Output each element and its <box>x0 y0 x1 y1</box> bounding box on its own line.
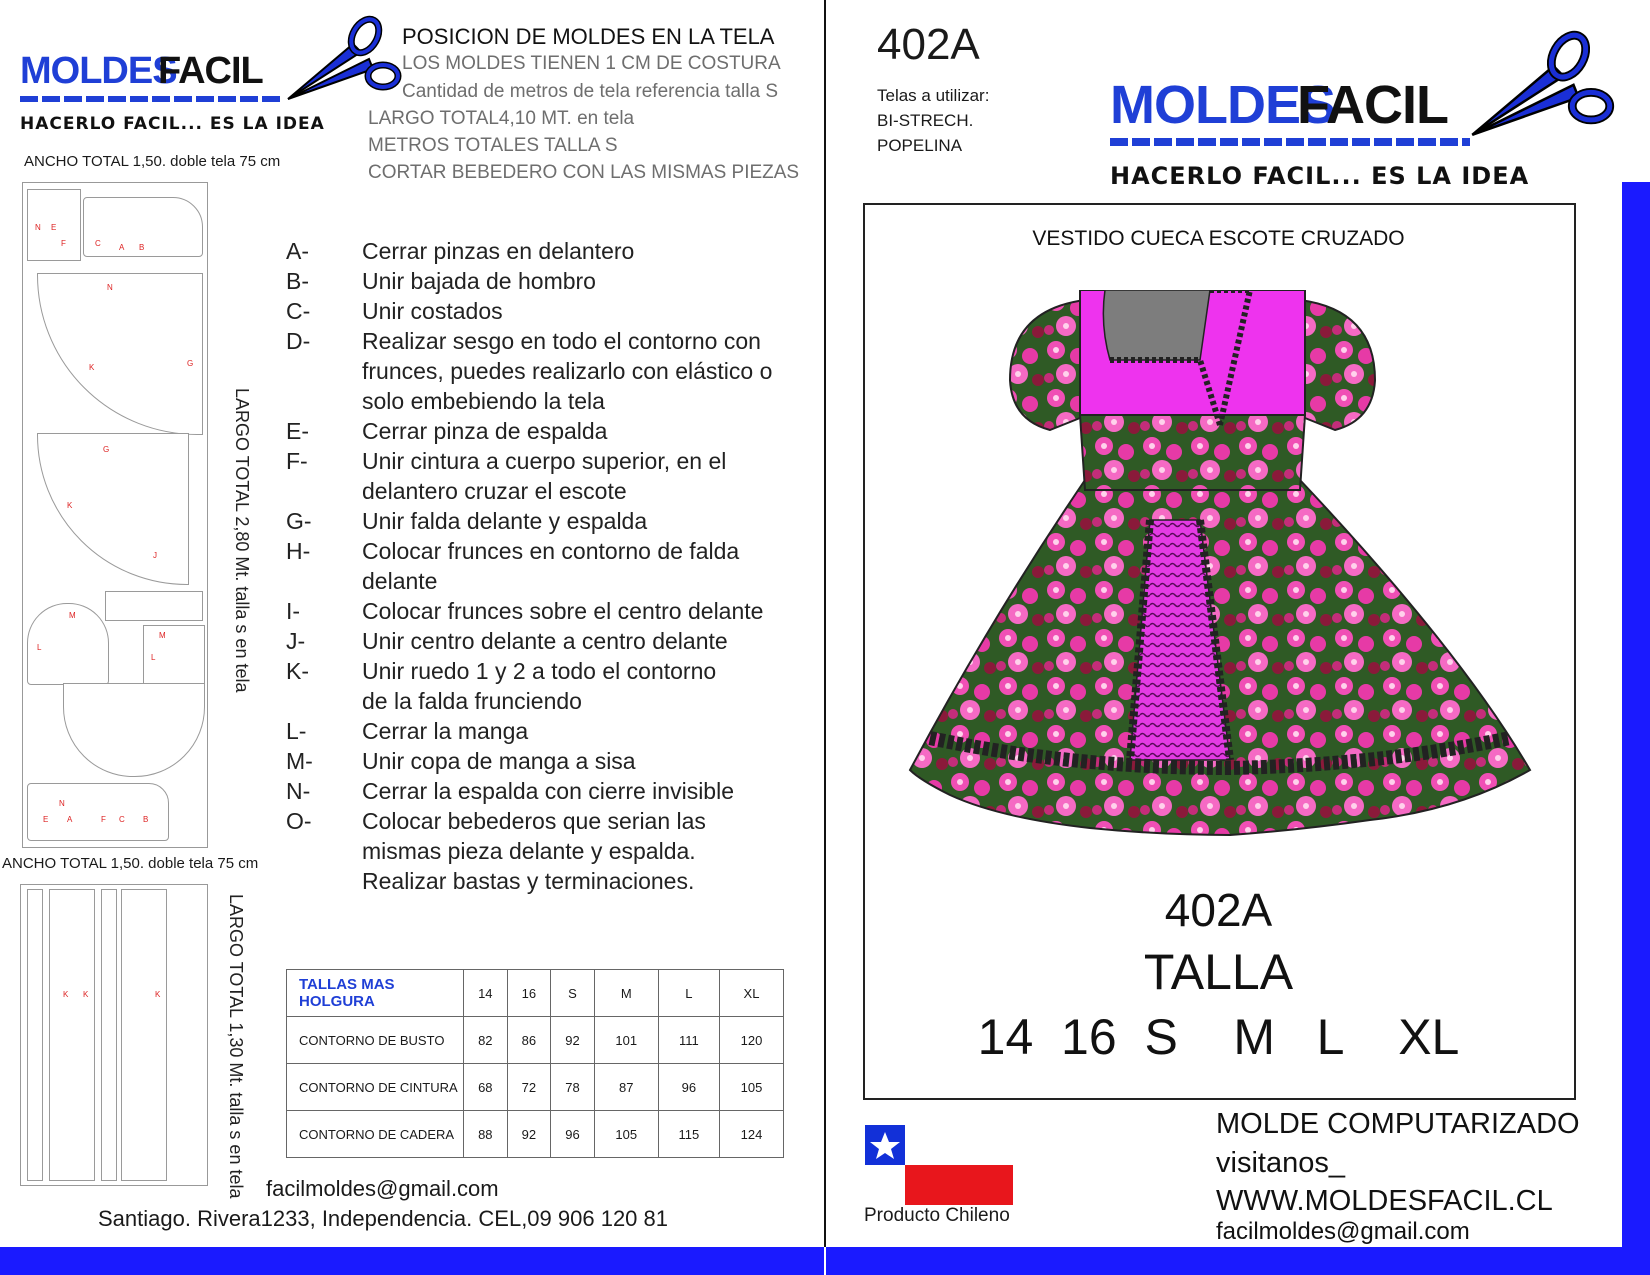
available-sizes: 14 16 S M L XL <box>977 1009 1460 1065</box>
instruction-item: O- Colocar bebederos que serian las mismas pieza delante y espalda. Realizar bastas y terminaciones. <box>286 808 706 894</box>
size-col: M <box>594 970 658 1017</box>
marker-layout-top <box>22 182 208 848</box>
contact-email[interactable]: facilmoldes@gmail.com <box>266 1176 499 1201</box>
piece-letter: N <box>59 799 65 808</box>
instruction-item: B- Unir bajada de hombro <box>286 268 596 294</box>
size-col: 16 <box>507 970 551 1017</box>
piece-letter: G <box>103 445 110 454</box>
piece-letter: J <box>153 551 157 560</box>
table-row: CONTORNO DE BUSTO 82 86 92 101 111 120 <box>287 1017 784 1064</box>
logo-tagline: HACERLO FACIL... ES LA IDEA <box>20 114 325 134</box>
logo-word-facil: FACIL <box>1297 75 1448 135</box>
instruction-item: E- Cerrar pinza de espalda <box>286 418 608 444</box>
instruction-item: D- Realizar sesgo en todo el contorno con frunces, puedes realizarlo con elástico o solo embebiendo la tela <box>286 328 773 414</box>
pattern-piece <box>27 889 43 1181</box>
instruction-item: I- Colocar frunces sobre el centro delante <box>286 598 764 624</box>
table-row: CONTORNO DE CINTURA 68 72 78 87 96 105 <box>287 1064 784 1111</box>
piece-letter: E <box>51 223 57 232</box>
size-col: XL <box>720 970 784 1017</box>
header-line-2: LOS MOLDES TIENEN 1 CM DE COSTURA <box>402 53 781 74</box>
piece-letter: K <box>155 990 161 999</box>
pattern-piece <box>49 889 95 1181</box>
dress-title: VESTIDO CUECA ESCOTE CRUZADO <box>1032 227 1405 250</box>
product-origin-label: Producto Chileno <box>864 1205 1010 1226</box>
header-line-6: CORTAR BEBEDERO CON LAS MISMAS PIEZAS <box>368 162 800 183</box>
piece-letter: M <box>159 631 166 640</box>
side-blue-bar <box>1622 182 1650 1275</box>
header-line-5: METROS TOTALES TALLA S <box>368 135 618 156</box>
header-line-4: LARGO TOTAL4,10 MT. en tela <box>368 108 635 129</box>
fabric-width-label-top: ANCHO TOTAL 1,50. doble tela 75 cm <box>24 153 281 170</box>
piece-letter: M <box>69 611 76 620</box>
piece-letter: K <box>63 990 69 999</box>
size-col: 14 <box>464 970 508 1017</box>
instruction-item: G- Unir falda delante y espalda <box>286 508 648 534</box>
fabric-item: POPELINA <box>877 136 963 155</box>
table-row: CONTORNO DE CADERA 88 92 96 105 115 124 <box>287 1111 784 1158</box>
piece-letter: G <box>187 359 194 368</box>
piece-letter: C <box>119 815 125 824</box>
fabric-length-label-top: LARGO TOTAL 2,80 Mt. talla s en tela <box>232 388 252 693</box>
instruction-item: H- Colocar frunces en contorno de falda delante <box>286 538 740 594</box>
assembly-instructions <box>286 236 806 896</box>
model-code-top: 402A <box>877 20 980 69</box>
scissors-icon <box>283 14 403 109</box>
piece-letter: C <box>95 239 101 248</box>
piece-letter: F <box>61 239 66 248</box>
logo-bar <box>20 96 282 102</box>
logo-word-moldes: MOLDES <box>1110 75 1336 135</box>
instruction-item: M- Unir copa de manga a sisa <box>286 748 636 774</box>
header-line-3: Cantidad de metros de tela referencia talla S <box>402 81 778 102</box>
header-title: POSICION DE MOLDES EN LA TELA <box>402 24 775 49</box>
contact-email-right[interactable]: facilmoldes@gmail.com <box>1216 1218 1470 1245</box>
bottom-bar-gap <box>824 1247 826 1275</box>
info-line: visitanos_ <box>1216 1147 1345 1179</box>
website-link[interactable]: WWW.MOLDESFACIL.CL <box>1216 1185 1553 1217</box>
piece-letter: E <box>43 815 49 824</box>
piece-letter: F <box>101 815 106 824</box>
model-code: 402A <box>1164 884 1273 936</box>
piece-letter: L <box>37 643 42 652</box>
size-col: S <box>551 970 595 1017</box>
fabric-width-label-bottom: ANCHO TOTAL 1,50. doble tela 75 cm <box>2 855 259 872</box>
piece-letter: N <box>35 223 41 232</box>
info-line: MOLDE COMPUTARIZADO <box>1216 1108 1580 1140</box>
piece-letter: K <box>89 363 95 372</box>
piece-letter: K <box>83 990 89 999</box>
size-table-header <box>287 970 784 1017</box>
pattern-piece <box>37 433 189 585</box>
instruction-item: F- Unir cintura a cuerpo superior, en el delantero cruzar el escote <box>286 448 727 504</box>
size-table-title: TALLAS MAS HOLGURA <box>287 970 464 1017</box>
instruction-item: N- Cerrar la espalda con cierre invisible <box>286 778 734 804</box>
logo-word-moldes: MOLDES <box>20 50 177 92</box>
size-col: L <box>658 970 719 1017</box>
fabrics-title: Telas a utilizar: <box>877 86 990 105</box>
contact-address: Santiago. Rivera1233, Independencia. CEL,09 906 120 81 <box>98 1206 668 1231</box>
size-table <box>286 969 784 1158</box>
fabric-item: BI-STRECH. <box>877 111 974 130</box>
pattern-piece <box>63 683 205 777</box>
scissors-icon <box>1466 28 1616 148</box>
instruction-item: A- Cerrar pinzas en delantero <box>286 238 635 264</box>
pattern-piece <box>105 591 203 621</box>
logo-tagline: HACERLO FACIL... ES LA IDEA <box>1110 162 1530 190</box>
piece-letter: A <box>67 815 73 824</box>
chile-flag-icon <box>865 1125 1013 1205</box>
piece-letter: A <box>119 243 125 252</box>
talla-label: TALLA <box>1143 944 1294 1000</box>
instruction-item: K- Unir ruedo 1 y 2 a todo el contorno de la falda frunciendo <box>286 658 717 714</box>
piece-letter: B <box>143 815 149 824</box>
marker-layout-bottom <box>20 884 208 1186</box>
piece-letter: N <box>107 283 113 292</box>
pattern-piece <box>27 783 169 841</box>
instruction-item: C- Unir costados <box>286 298 503 324</box>
instruction-item: L- Cerrar la manga <box>286 718 529 744</box>
pattern-piece <box>121 889 167 1181</box>
page-divider <box>824 0 826 1275</box>
pattern-piece <box>101 889 117 1181</box>
piece-letter: K <box>67 501 73 510</box>
fabric-length-label-bottom: LARGO TOTAL 1,30 Mt. talla s en tela <box>226 894 246 1199</box>
logo-word-facil: FACIL <box>158 50 263 92</box>
piece-letter: L <box>151 653 156 662</box>
dress-illustration <box>900 290 1540 880</box>
piece-letter: B <box>139 243 145 252</box>
instruction-item: J- Unir centro delante a centro delante <box>286 628 728 654</box>
pattern-piece <box>37 273 203 435</box>
logo-bar <box>1110 138 1470 146</box>
